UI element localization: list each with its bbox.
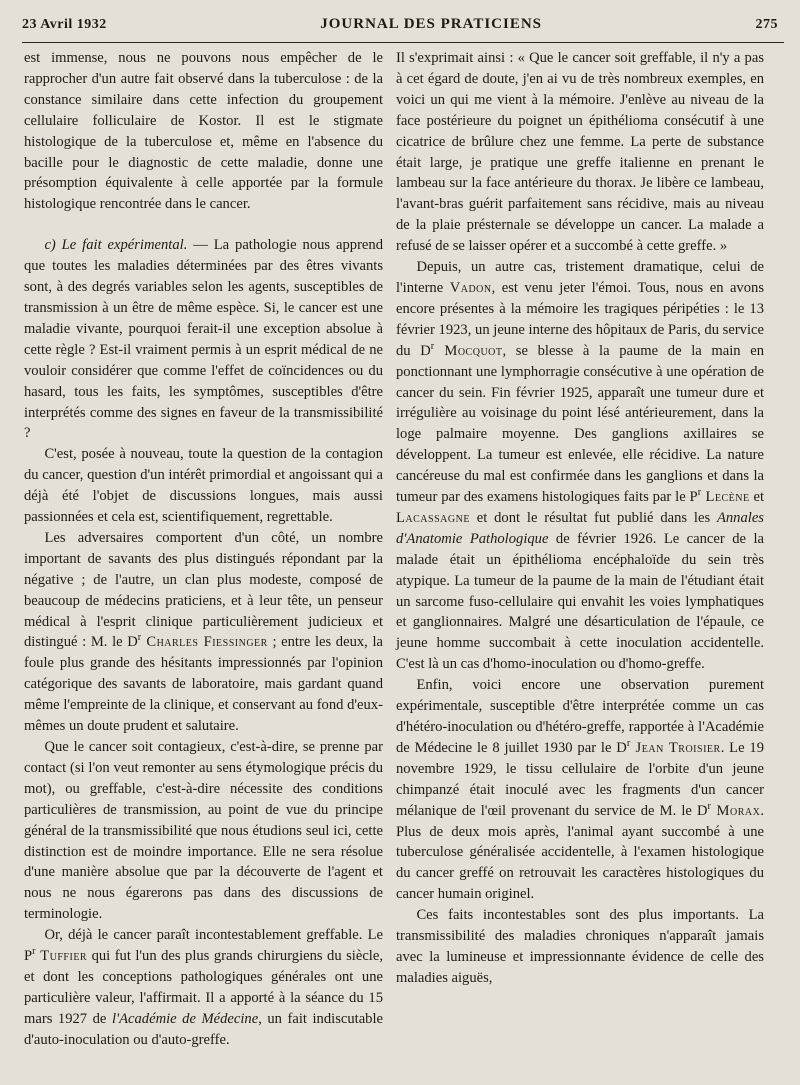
paragraph-text: de février 1926. Le cancer de la malade était un épithélioma encéphaloïde du sein très atypique. La tumeur de la paume de la main de l'étudiant était un sarcome fuso-cellulaire qui envahit les voies lymphatiques et ganglionnaires. Malgré une désarticulation de l'épaule, ce jeune homme succombait à cette inoculation accidentelle. C'est là un cas d'homo-inoculation ou d'homo-greffe. <box>396 530 764 673</box>
superscript: r <box>32 946 36 958</box>
paragraph-text: ; entre les deux, la foule plus grande des hésitants impressionnés par l'opinion catégorique des savants de laboratoire, mais gardant quand même l'empreinte de la clinique, et conservant au fond d'eux-mêmes un doute prudent et salutaire. <box>24 634 383 735</box>
page-header <box>22 16 778 40</box>
paragraph-text: Depuis, un autre cas, tristement dramatique, celui de l'interne <box>396 259 764 296</box>
superscript: r <box>137 632 142 644</box>
paragraph-text: et <box>749 489 764 506</box>
superscript: r <box>697 487 702 499</box>
paragraph: C'est, posée à nouveau, toute la question de la contagion du cancer, question d'un intérêt primordial et angoissant qui a déjà été l'objet de discussions longues, mais aussi passionnées et cela est, scientifiquement, regrettable. <box>24 446 383 526</box>
paragraph <box>24 235 383 444</box>
paragraph: Il s'exprimait ainsi : « Que le cancer soit greffable, il n'y a pas à cet égard de doute, j'en ai vu de très nombreux exemples, en voici un qui me vient à la mémoire. J'enlève au niveau de la face postérieure du poignet un épithélioma consécutif à une cicatrice de brûlure chez une femme. La perte de substance était large, je pratique une greffe italienne en prenant le lambeau sur la face antérieure du thorax. Je libère ce lambeau, l'avant-bras guérit parfaitement sans récidive, mais au niveau de la plaie présternale se développe un cancer. La malade a refusé de se laisser opérer et a succombé à cette greffe. » <box>396 50 764 255</box>
paragraph-text: . Le 19 novembre 1929, le tissu cellulaire de l'orbite d'un jeune chimpanzé était inoculé avec les fragments d'un cancer mélanique de l'œil provenant du service de M. le D <box>396 739 765 819</box>
person-name: Mocquot <box>434 342 503 359</box>
paragraph-text: , un fait indiscutable d'auto-inoculation ou d'auto-greffe. <box>24 1010 384 1048</box>
header-date: 23 Avril 1932 <box>22 17 107 32</box>
paragraph: Que le cancer soit contagieux, c'est-à-dire, se prenne par contact (si l'on veut remonter au sens étymologique précis du mot), ou greffable, c'est-à-dire nécessite des conditions particulières de transmission, au point de vue du principe général de la transmissibilité que nous étudions seul ici, cette distinction est de moindre importance. Elle ne sera résolue d'une manière absolue que par la découverte de l'agent et nous ne nous égarerons pas dans des discussions de terminologie. <box>24 739 383 923</box>
left-column <box>24 48 383 1051</box>
paragraph-text: qui fut l'un des plus grands chirurgiens du siècle, et dont les conceptions pathologiques générales ont une particulière valeur, l'affirmait. Il a apporté à la séance du 15 mars 1927 de <box>24 948 383 1027</box>
paragraph <box>24 528 383 737</box>
paragraph: est immense, nous ne pouvons nous empêcher de le rapprocher d'un autre fait observé dans la tuberculose : de la constance similaire dans cette infection du groupement cellulaire folliculaire de Kostor. Il est le stigmate histologique de la tuberculose et, même en l'absence du bacille pour le diagnostic de cette maladie, donne une présomption équivalente à celle apportée par la formule histologique rencontrée dans le cancer. <box>24 50 383 213</box>
italic-title: Annales d'Anatomie Pathologique <box>396 509 764 547</box>
paragraph-text: Enfin, voici encore une observation purement expérimentale, susceptible d'être interprétée comme un cas d'hétéro-inoculation ou d'hétéro-greffe, rapportée à l'Académie de Médecine le 8 juillet 1930 par le D <box>396 677 764 756</box>
paragraph <box>396 675 764 905</box>
paragraph-text: et dont le résultat fut publié dans les <box>469 509 717 526</box>
person-name: Tuffier <box>35 948 88 965</box>
paragraph <box>24 925 383 1050</box>
superscript: r <box>626 738 631 750</box>
italic-title: l'Académie de Médecine <box>111 1010 259 1027</box>
person-name: Vadon <box>449 279 492 296</box>
superscript: r <box>707 800 711 812</box>
right-column <box>396 48 764 989</box>
journal-title: JOURNAL DES PRATICIENS <box>320 16 543 32</box>
paragraph-text: , se blesse à la paume de la main en ponctionnant une lymphorragie consécutive à une opération de cancer du sein. Fin février 1925, apparaît une tumeur dure et irrégulière au voisinage du point lésé antérieurement, dans la loge palmaire moyenne. Des ganglions axillaires se développent. La tumeur est enlevée, elle récidive. La nature cancéreuse du mal est confirmée dans les ganglions et dans la tumeur par des examens histologiques faits par le P <box>396 342 764 506</box>
person-name: Lacassagne <box>396 509 470 526</box>
person-name: Lecène <box>701 489 750 506</box>
person-name: Morax <box>710 802 761 819</box>
paragraph <box>396 257 764 675</box>
page-number: 275 <box>755 17 778 32</box>
paragraph-text: — La pathologie nous apprend que toutes les maladies déterminées par des êtres vivants sont, à des degrés variables selon les agents, susceptibles de transmission à un être de même espèce. Si, le cancer est une maladie vivante, pourquoi ferait-il une exception absolue à cette règle ? Est-il vraiment permis à un esprit médical de ne vouloir considérer que comme l'effet de coïncidences ou du hasard, tous les faits, les symptômes, susceptibles d'être interprétés comme des signes en faveur de la transmissibilité ? <box>24 237 384 442</box>
section-heading: c) Le fait expérimental. <box>44 237 188 254</box>
paragraph-text: . Plus de deux mois après, l'animal ayant succombé à une tuberculose généralisée accidentelle, à l'examen histologique du cancer greffé on retrouvait les caractères histologiques du cancer humain originel. <box>396 802 765 903</box>
person-name: Jean Troisier <box>630 739 721 756</box>
paragraph-text: Les adversaires comportent d'un côté, un nombre important de savants des plus distingués répondant par la négative ; de l'autre, un clan plus modeste, composé de beaucoup de médecins praticiens, et à leur tête, un penseur médical à l'esprit clinique particulièrement judicieux et distingué : M. le D <box>24 529 383 651</box>
paragraph-text: Or, déjà le cancer paraît incontestablement greffable. Le P <box>24 927 383 965</box>
superscript: r <box>430 340 435 352</box>
paragraph-text: , est venu jeter l'émoi. Tous, nous en avons encore présentes à la mémoire les tragiques péripéties : le 13 février 1923, un jeune interne des hôpitaux de Paris, du service du D <box>396 279 765 359</box>
person-name: Charles Fiessinger <box>141 634 268 651</box>
paragraph: Ces faits incontestables sont des plus importants. La transmissibilité des maladies chroniques n'apparaît jamais avec la lumineuse et impressionnante évidence de celle des maladies aiguës, <box>396 907 764 986</box>
header-rule <box>22 42 784 43</box>
